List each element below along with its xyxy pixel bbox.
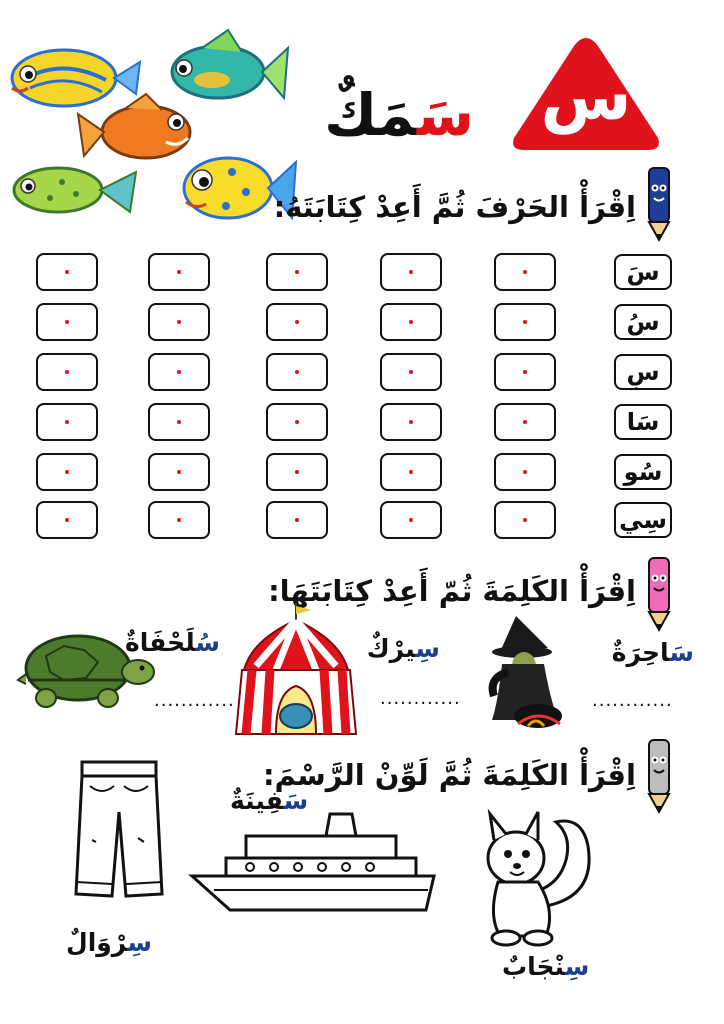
start-dot-icon: [523, 420, 527, 424]
word-rest: احِرَةٌ: [611, 638, 670, 667]
witch-icon: [478, 612, 578, 732]
squirrel-icon: [476, 806, 596, 950]
fish-icon: [12, 50, 140, 106]
start-dot-icon: [65, 518, 69, 522]
letter-cell: سُو: [614, 454, 672, 490]
word-turtle: [125, 628, 220, 657]
writing-box[interactable]: [494, 253, 556, 291]
word-squirrel: [502, 952, 589, 981]
write-line[interactable]: ............: [154, 690, 235, 711]
letter-cell: سِ: [614, 354, 672, 390]
writing-box[interactable]: [494, 403, 556, 441]
section3-instruction: اِقْرَأْ الكَلِمَةَ ثُمَّ لَوِّنْ الرَّسْمَ:: [262, 758, 636, 792]
writing-box[interactable]: [266, 253, 328, 291]
start-dot-icon: [523, 470, 527, 474]
writing-box[interactable]: [380, 253, 442, 291]
writing-box[interactable]: [494, 303, 556, 341]
word-witch: [612, 638, 694, 667]
writing-box[interactable]: [36, 353, 98, 391]
word-first-letter: سِ: [415, 634, 440, 663]
writing-box[interactable]: [266, 303, 328, 341]
writing-box[interactable]: [266, 353, 328, 391]
writing-box[interactable]: [148, 303, 210, 341]
pencil-icon: [644, 556, 674, 632]
start-dot-icon: [295, 518, 299, 522]
word-first-letter: سَ: [669, 638, 694, 667]
fish-group-illustration: [6, 22, 296, 222]
trousers-icon: [74, 760, 164, 910]
word-rest: فِينَةٌ: [230, 786, 284, 815]
start-dot-icon: [523, 320, 527, 324]
writing-box[interactable]: [380, 353, 442, 391]
pencil-icon: [644, 738, 674, 814]
writing-box[interactable]: [148, 453, 210, 491]
writing-box[interactable]: [36, 303, 98, 341]
start-dot-icon: [295, 320, 299, 324]
writing-box[interactable]: [380, 303, 442, 341]
fish-icon: [172, 30, 288, 98]
writing-box[interactable]: [494, 501, 556, 539]
start-dot-icon: [177, 518, 181, 522]
start-dot-icon: [295, 420, 299, 424]
writing-box[interactable]: [148, 403, 210, 441]
start-dot-icon: [65, 370, 69, 374]
fish-icon: [14, 168, 136, 212]
start-dot-icon: [65, 420, 69, 424]
start-dot-icon: [295, 470, 299, 474]
writing-box[interactable]: [36, 453, 98, 491]
writing-box[interactable]: [494, 353, 556, 391]
word-trousers: [66, 928, 152, 957]
writing-box[interactable]: [380, 403, 442, 441]
circus-tent-icon: [232, 600, 362, 740]
start-dot-icon: [177, 270, 181, 274]
start-dot-icon: [295, 370, 299, 374]
word-rest: لَحْفَاةٌ: [125, 628, 196, 657]
writing-box[interactable]: [148, 501, 210, 539]
start-dot-icon: [409, 270, 413, 274]
word-first-letter: سَ: [283, 786, 309, 815]
badge-letter: س: [540, 58, 632, 135]
writing-box[interactable]: [266, 453, 328, 491]
letter-cell: سُ: [614, 304, 672, 340]
writing-box[interactable]: [148, 353, 210, 391]
start-dot-icon: [177, 370, 181, 374]
start-dot-icon: [65, 470, 69, 474]
start-dot-icon: [177, 470, 181, 474]
start-dot-icon: [409, 470, 413, 474]
ship-icon: [190, 810, 436, 914]
writing-box[interactable]: [380, 501, 442, 539]
writing-box[interactable]: [494, 453, 556, 491]
word-first-letter: سُ: [195, 628, 220, 657]
start-dot-icon: [523, 370, 527, 374]
section2-instruction: اِقْرَأْ الكَلِمَةَ ثُمّ أَعِدْ كِتَابَتَهَا:: [268, 574, 636, 608]
writing-box[interactable]: [266, 403, 328, 441]
writing-box[interactable]: [36, 403, 98, 441]
writing-box[interactable]: [36, 501, 98, 539]
letter-cell: سَا: [614, 404, 672, 440]
word-circus: [367, 634, 440, 663]
start-dot-icon: [523, 270, 527, 274]
letter-badge: [508, 34, 664, 154]
section1-instruction: اِقْرَأْ الحَرْفَ ثُمَّ أَعِدْ كِتَابَتَهُ:: [273, 190, 636, 224]
writing-box[interactable]: [36, 253, 98, 291]
pencil-icon: [644, 166, 674, 242]
letter-cell: سَ: [614, 254, 672, 290]
start-dot-icon: [177, 420, 181, 424]
start-dot-icon: [295, 270, 299, 274]
start-dot-icon: [65, 320, 69, 324]
word-first-letter: سِ: [564, 952, 590, 981]
word-first-letter: سِ: [127, 928, 152, 957]
letter-cell: سِي: [614, 502, 672, 538]
writing-box[interactable]: [266, 501, 328, 539]
start-dot-icon: [409, 518, 413, 522]
start-dot-icon: [409, 320, 413, 324]
writing-box[interactable]: [380, 453, 442, 491]
fish-icon: [78, 94, 190, 158]
write-line[interactable]: ............: [380, 688, 461, 709]
word-rest: يرْكٌ: [366, 634, 416, 663]
title-rest: مَكٌ: [324, 81, 417, 149]
word-rest: رْوَالٌ: [66, 928, 128, 957]
word-rest: نْجَابٌ: [502, 952, 565, 981]
writing-box[interactable]: [148, 253, 210, 291]
page-title: [324, 81, 474, 149]
start-dot-icon: [409, 420, 413, 424]
start-dot-icon: [177, 320, 181, 324]
write-line[interactable]: ............: [592, 690, 673, 711]
start-dot-icon: [65, 270, 69, 274]
title-first-letter: سَ: [416, 81, 474, 149]
start-dot-icon: [409, 370, 413, 374]
start-dot-icon: [523, 518, 527, 522]
